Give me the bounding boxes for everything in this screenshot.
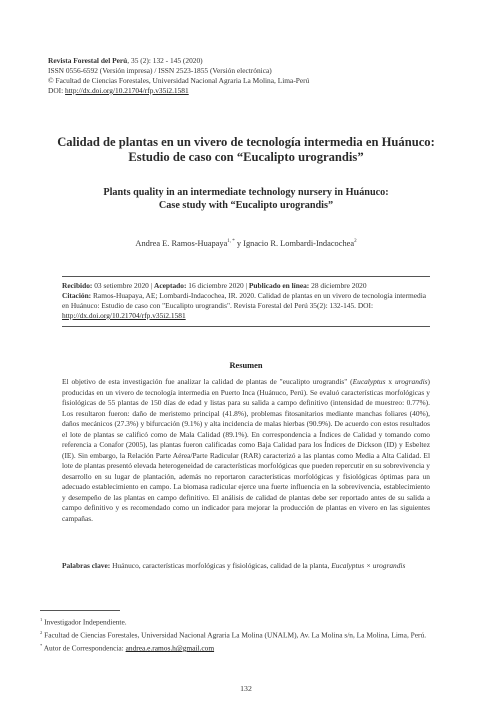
title-spanish-line1: Calidad de plantas en un vivero de tecnología intermedia en Huánuco: — [57, 135, 435, 149]
journal-volume: , 35 (2): 132 - 145 (2020) — [127, 56, 203, 65]
page-number: 132 — [240, 684, 252, 693]
title-spanish-line2: Estudio de caso con “Eucalipto urograndis” — [128, 150, 364, 164]
doi-label: DOI: — [48, 86, 66, 95]
dates-line — [62, 281, 430, 291]
citation-label: Citación: — [62, 291, 92, 300]
author-connector: y — [234, 239, 244, 248]
author-1-affil: 1, * — [227, 239, 235, 245]
journal-line — [48, 56, 448, 66]
title-spanish — [40, 135, 452, 165]
author-email-link[interactable]: andrea.e.ramos.h@gmail.com — [125, 643, 215, 653]
citation-doi-link[interactable]: http://dx.doi.org/10.21704/rfp.v35i2.1581 — [62, 311, 186, 320]
title-english-line2: Case study with “Eucalipto urograndis” — [158, 200, 334, 211]
footnote-3 — [40, 641, 450, 654]
authors — [40, 239, 452, 248]
accepted-label: Aceptado: — [154, 281, 187, 290]
title-english — [40, 186, 452, 212]
abstract-text-1: El objetivo de esta investigación fue analizar la calidad de plantas de "eucalipto urograndis" ( — [62, 377, 353, 386]
keywords — [62, 561, 430, 572]
footnote-1 — [40, 615, 450, 628]
keywords-species: Eucalyptus × urograndis — [331, 561, 406, 570]
footnote-3-text: Autor de Correspondencia: — [42, 643, 126, 653]
author-2: Ignacio R. Lombardi-Indacochea — [243, 239, 355, 248]
footnote-1-marker: 1 — [40, 617, 43, 622]
footnote-divider — [40, 610, 120, 611]
footnote-2-marker: 2 — [40, 629, 43, 635]
footnote-1-text: Investigador Independiente. — [42, 617, 127, 627]
footnote-3-marker: * — [40, 642, 43, 648]
citation — [62, 291, 430, 321]
doi-link[interactable]: http://dx.doi.org/10.21704/rfp.v35i2.1581 — [65, 86, 189, 95]
journal-name: Revista Forestal del Perú — [48, 56, 128, 65]
doi-line — [48, 86, 448, 96]
abstract-heading: Resumen — [229, 361, 263, 370]
accepted-date: 16 diciembre 2020 | — [186, 281, 249, 290]
footnote-2 — [40, 628, 450, 641]
abstract-body — [62, 377, 430, 524]
published-date: 28 diciembre 2020 — [309, 281, 367, 290]
footnotes — [40, 615, 450, 654]
abstract-text-3: ) producidas en un vivero de tecnología intermedia en Puerto Inca (Huánuco, Perú). Se evaluó características morfológicas y fisiológicas de 55 plantas de 150 días de edad y listas para su salida a campo definitivo (intensidad de muestreo: 0.77%). Los resultaron fueron: daño de meristemo principal (41.8%), problemas fitosanitarios mediante manchas foliares (40%), daños mecánicos (27.3%) y bifurcación (9.1%) y alta incidencia de malas hierbas (90.9%). De acuerdo con estos resultados el lote de plantas se calificó como de Mala Calidad (89.1%). En correspondencia a Índices de Calidad y tomando como referencia a Conafor (2005), las plantas fueron calificadas como Baja Calidad para los Índices de Dickson (ID) y Esbeltez (IE). Sin embargo, la Relación Parte Aérea/Parte Radicular (RAR) caracterizó a las plantas como Media a Alta Calidad. El lote de plantas presentó elevada heterogeneidad de características morfológicas que pueden repercutir en su sobrevivencia y desarrollo en su lugar de plantación, además no reportaron características morfológicas y fisiológicas óptimas para un adecuado establecimiento en campo. La biomasa radicular ejerce una fuerte influencia en la sobrevivencia, establecimiento y desempeño de las plantas en campo definitivo. El análisis de calidad de plantas debe ser reportado antes de su salida a campo definitivo y es recomendado como un indicador para mejorar la producción de plantas en vivero en las siguientes campañas. — [62, 377, 430, 523]
citation-text: Ramos-Huapaya, AE; Lombardi-Indacochea, IR. 2020. Calidad de plantas en un vivero de tecnología intermedia en Huánuco: Estudio de caso con "Eucalipto urograndis". Revista Forestal del Perú 35(2): 132-145. DOI: — [62, 291, 427, 310]
issn-line: ISSN 0556-6592 (Versión impresa) / ISSN 2523-1855 (Versión electrónica) — [48, 66, 272, 75]
author-1: Andrea E. Ramos-Huapaya — [135, 239, 228, 248]
footnote-2-text: Facultad de Ciencias Forestales, Universidad Nacional Agraria La Molina (UNALM), Av. La Molina s/n, La Molina, Lima, Perú. — [42, 630, 427, 640]
title-english-line1: Plants quality in an intermediate technology nursery in Huánuco: — [103, 187, 389, 198]
article-metadata — [62, 276, 430, 327]
copyright-line: © Facultad de Ciencias Forestales, Universidad Nacional Agraria La Molina, Lima-Perú — [48, 76, 310, 85]
received-date: 03 setiembre 2020 | — [92, 281, 155, 290]
abstract-species-epithet: urograndis — [394, 377, 428, 386]
abstract-species-genus: Eucalyptus — [352, 377, 386, 386]
received-label: Recibido: — [62, 281, 93, 290]
published-label: Publicado en línea: — [248, 281, 310, 290]
author-2-affil: 2 — [354, 239, 357, 245]
keywords-text: Huánuco, características morfológicas y fisiológicas, calidad de la planta, — [110, 561, 332, 570]
keywords-label: Palabras clave: — [62, 561, 111, 570]
abstract-text-2: x — [385, 377, 395, 386]
journal-header — [48, 56, 448, 96]
